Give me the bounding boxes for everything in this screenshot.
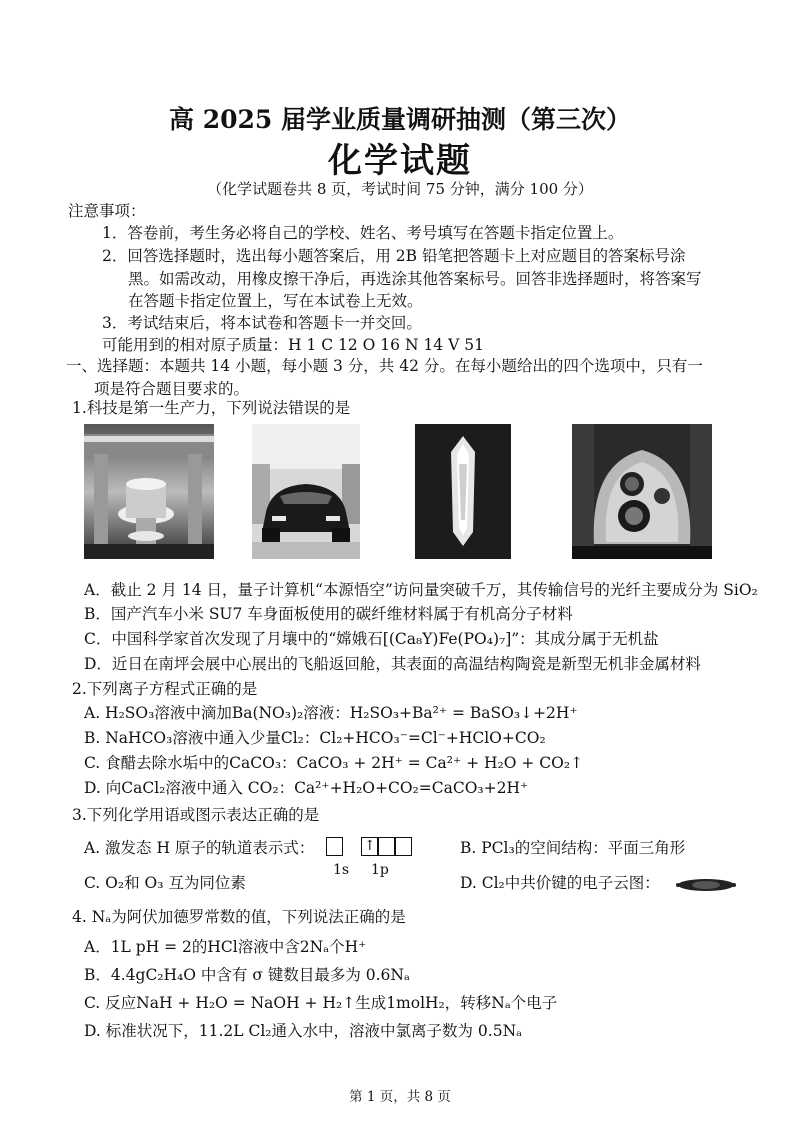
note-item-2-cont2: 在答题卡指定位置上，写在本试卷上无效。 — [128, 292, 423, 310]
q3-option-c: C. O₂和 O₃ 互为同位素 — [84, 874, 246, 892]
q2-option-b: B. NaHCO₃溶液中通入少量Cl₂：Cl₂+HCO₃⁻=Cl⁻+HClO+CO₂ — [84, 729, 546, 747]
notes-heading: 注意事项： — [68, 202, 146, 220]
orbital-1p-box-3 — [395, 837, 412, 856]
q2-stem: 2.下列离子方程式正确的是 — [72, 680, 258, 698]
q3-stem: 3.下列化学用语或图示表达正确的是 — [72, 806, 320, 824]
section1-heading-cont: 项是符合题目要求的。 — [94, 380, 250, 398]
note-item-2: 2．回答选择题时，选出每小题答案后，用 2B 铅笔把答题卡上对应题目的答案标号涂 — [102, 247, 686, 265]
exam-subtitle: （化学试题卷共 8 页，考试时间 75 分钟，满分 100 分） — [207, 180, 593, 198]
subject-title: 化学试题 — [328, 141, 472, 181]
page-footer: 第 1 页，共 8 页 — [349, 1089, 451, 1105]
orbital-label-1p: 1p — [371, 862, 389, 878]
q1-option-d: D．近日在南坪会展中心展出的飞船返回舱，其表面的高温结构陶瓷是新型无机非金属材料 — [84, 655, 701, 673]
crystal-photo — [415, 424, 511, 559]
electron-cloud-icon — [675, 877, 737, 897]
atomic-masses: 可能用到的相对原子质量：H 1 C 12 O 16 N 14 V 51 — [102, 336, 484, 354]
q4-option-b: B．4.4gC₂H₄O 中含有 σ 键数目最多为 0.6Nₐ — [84, 966, 410, 984]
capsule-photo — [572, 424, 712, 559]
q3-option-d: D. Cl₂中共价键的电子云图： — [460, 874, 660, 892]
orbital-1s-box — [326, 837, 343, 856]
q3-option-b: B. PCl₃的空间结构：平面三角形 — [460, 839, 686, 857]
q1-stem: 1.科技是第一生产力，下列说法错误的是 — [72, 399, 351, 417]
q3-option-a: A. 激发态 H 原子的轨道表示式： — [84, 839, 315, 857]
quantum-computer-photo — [84, 424, 214, 559]
q2-option-c: C. 食醋去除水垢中的CaCO₃：CaCO₃ + 2H⁺ = Ca²⁺ + H₂O + CO₂↑ — [84, 754, 584, 772]
note-item-1: 1．答卷前，考生务必将自己的学校、姓名、考号填写在答题卡指定位置上。 — [102, 224, 624, 242]
q2-option-d: D. 向CaCl₂溶液中通入 CO₂：Ca²⁺+H₂O+CO₂=CaCO₃+2H⁺ — [84, 779, 529, 797]
q4-option-a: A．1L pH = 2的HCl溶液中含2Nₐ个H⁺ — [84, 938, 367, 956]
q4-stem: 4. Nₐ为阿伏加德罗常数的值，下列说法正确的是 — [72, 908, 406, 926]
q1-option-b: B．国产汽车小米 SU7 车身面板使用的碳纤维材料属于有机高分子材料 — [84, 605, 573, 623]
exam-title: 高 2025 届学业质量调研抽测（第三次） — [169, 105, 631, 134]
note-item-3: 3．考试结束后，将本试卷和答题卡一并交回。 — [102, 314, 422, 332]
orbital-1p-box-2 — [378, 837, 395, 856]
section1-heading: 一、选择题：本题共 14 小题，每小题 3 分，共 42 分。在每小题给出的四个选项中，只有一 — [66, 357, 703, 375]
orbital-label-1s: 1s — [333, 862, 350, 878]
q2-option-a: A. H₂SO₃溶液中滴加Ba(NO₃)₂溶液：H₂SO₃+Ba²⁺ = BaSO₃↓+2H⁺ — [84, 704, 578, 722]
note-item-2-cont: 黑。如需改动，用橡皮擦干净后，再选涂其他答案标号。回答非选择题时，将答案写 — [128, 270, 702, 288]
car-photo — [252, 424, 360, 559]
q4-option-d: D. 标准状况下，11.2L Cl₂通入水中，溶液中氯离子数为 0.5Nₐ — [84, 1022, 523, 1040]
orbital-1p-box-1: ↑ — [361, 837, 378, 856]
q1-option-c: C．中国科学家首次发现了月壤中的“嫦娥石[(Ca₈Y)Fe(PO₄)₇]”：其成分属于无机盐 — [84, 630, 659, 648]
orbital-diagram — [326, 836, 412, 856]
q4-option-c: C. 反应NaH + H₂O = NaOH + H₂↑生成1molH₂，转移Nₐ个电子 — [84, 994, 558, 1012]
q1-option-a: A．截止 2 月 14 日，量子计算机“本源悟空”访问量突破千万，其传输信号的光纤主要成分为 SiO₂ — [84, 581, 758, 599]
